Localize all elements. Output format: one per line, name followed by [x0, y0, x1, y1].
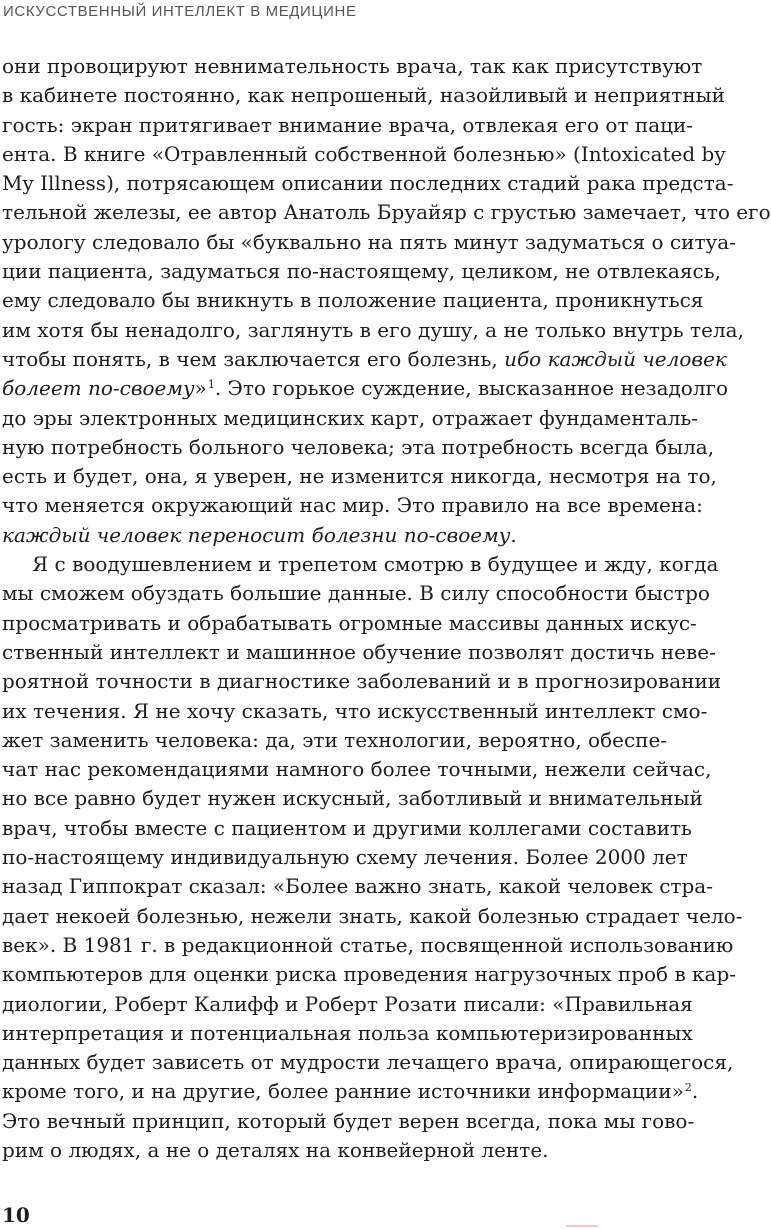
text-line: тельной железы, ее автор Анатоль Бруайяр с грустью замечает, что его	[2, 200, 771, 225]
text-line: роятной точности в диагностике заболеваний и в прогнозировании	[2, 669, 722, 694]
text-line: My Illness), потрясающем описании последних стадий рака предста-	[2, 171, 734, 196]
text-line: в кабинете постоянно, как непрошеный, назойливый и неприятный	[2, 83, 725, 108]
text-line: врач, чтобы вместе с пациентом и другими коллегами составить	[2, 815, 692, 840]
text-line	[2, 345, 727, 374]
text-line: диологии, Роберт Калифф и Роберт Розати писали: «Правильная	[2, 991, 693, 1016]
text-line: что меняется окружающий нас мир. Это правило на все времена:	[2, 493, 703, 518]
text-span: . Это горькое суждение, высказанное незадолго	[214, 376, 729, 401]
text-line	[2, 1077, 699, 1106]
footnote-ref[interactable]: 1	[207, 377, 215, 391]
text-line: мы сможем обуздать большие данные. В силу способности быстро	[2, 581, 710, 606]
text-line: но все равно будет нужен искусный, заботливый и внимательный	[2, 786, 703, 811]
text-line: данных будет зависеть от мудрости лечащего врача, опирающегося,	[2, 1050, 734, 1075]
text-line: век». В 1981 г. в редакционной статье, посвященной использованию	[2, 932, 734, 957]
text-line: дает некоей болезнью, нежели знать, какой болезнью страдает чело-	[2, 903, 743, 928]
page-number: 10	[2, 1203, 30, 1227]
text-span: чтобы понять, в чем заключается его болезнь,	[2, 346, 505, 371]
text-line: компьютеров для оценки риска проведения нагрузочных проб в кар-	[2, 962, 737, 987]
text-line	[2, 374, 729, 403]
text-line: ции пациента, задуматься по-настоящему, целиком, не отвлекаясь,	[2, 259, 721, 284]
text-line: по-настоящему индивидуальную схему лечения. Более 2000 лет	[2, 845, 688, 870]
footnote-ref[interactable]: 2	[684, 1080, 692, 1094]
text-span: кроме того, и на другие, более ранние источники информации»	[2, 1079, 684, 1104]
text-line: рим о людях, а не о деталях на конвейерной ленте.	[2, 1137, 549, 1162]
text-line: назад Гиппократ сказал: «Более важно знать, какой человек стра-	[2, 874, 713, 899]
text-span: .	[691, 1079, 699, 1104]
text-line: интерпретация и потенциальная польза компьютеризированных	[2, 1020, 693, 1045]
text-line: ную потребность больного человека; эта потребность всегда была,	[2, 434, 715, 459]
text-line: жет заменить человека: да, эти технологии, вероятно, обеспе-	[2, 727, 668, 752]
quote-close: »	[194, 376, 207, 401]
corner-mark	[566, 1225, 598, 1227]
italic-quote: ибо каждый человек	[504, 346, 727, 371]
text-line: ему следовало бы вникнуть в положение пациента, проникнуться	[2, 288, 704, 313]
text-line: им хотя бы ненадолго, заглянуть в его душу, а не только внутрь тела,	[2, 317, 744, 342]
italic-line: каждый человек переносит болезни по-своему.	[2, 522, 517, 547]
text-line: просматривать и обрабатывать огромные массивы данных искус-	[2, 610, 697, 635]
text-line: урологу следовало бы «буквально на пять минут задуматься о ситуа-	[2, 229, 736, 254]
body-text	[2, 52, 771, 1165]
text-line: до эры электронных медицинских карт, отражает фундаменталь-	[2, 405, 699, 430]
italic-quote: болеет по-своему	[2, 376, 195, 401]
text-line: ственный интеллект и машинное обучение позволят достичь неве-	[2, 639, 716, 664]
text-line: гость: экран притягивает внимание врача, отвлекая его от паци-	[2, 112, 694, 137]
text-line: Это вечный принцип, который будет верен всегда, пока мы гово-	[2, 1108, 695, 1133]
paragraph-first-line: Я с воодушевлением и трепетом смотрю в будущее и жду, когда	[32, 552, 719, 577]
text-line: есть и будет, она, я уверен, не изменится никогда, несмотря на то,	[2, 464, 717, 489]
text-line: они провоцируют невнимательность врача, так как присутствуют	[2, 54, 703, 78]
text-line: чат нас рекомендациями намного более точными, нежели сейчас,	[2, 757, 712, 782]
running-head: ИСКУССТВЕННЫЙ ИНТЕЛЛЕКТ В МЕДИЦИНЕ	[3, 3, 357, 20]
text-line: их течения. Я не хочу сказать, что искусственный интеллект смо-	[2, 698, 708, 723]
text-line: ента. В книге «Отравленный собственной болезнью» (Intoxicated by	[2, 141, 726, 166]
